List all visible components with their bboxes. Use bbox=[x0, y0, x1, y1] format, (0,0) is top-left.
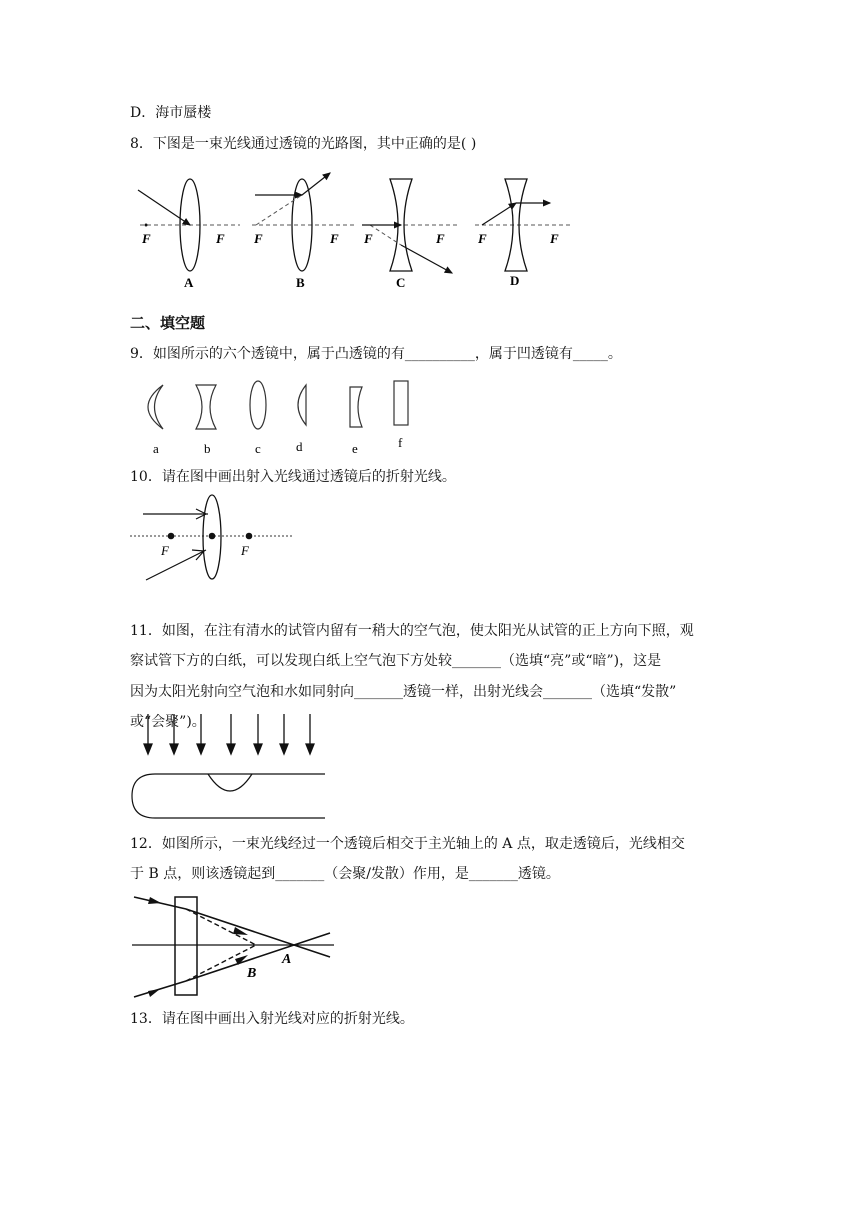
q8-c-focus-left: F bbox=[364, 231, 373, 246]
q8-a-focus-left: F bbox=[142, 231, 151, 246]
q10-focus-right: F bbox=[241, 543, 249, 558]
q8-diagram-d bbox=[475, 179, 570, 288]
q9-label-d: d bbox=[296, 439, 303, 454]
q9-figure bbox=[128, 375, 428, 460]
q8-stem: 8．下图是一束光线通过透镜的光路图，其中正确的是( ) bbox=[130, 136, 477, 152]
q8-c-focus-right: F bbox=[436, 231, 445, 246]
q12-line2: 于 B 点，则该透镜起到_______（会聚/发散）作用，是_______透镜。 bbox=[130, 866, 560, 882]
q9-stem: 9．如图所示的六个透镜中，属于凸透镜的有__________，属于凹透镜有_____。 bbox=[130, 346, 622, 362]
q12-figure bbox=[130, 893, 340, 1003]
q8-diagram-c bbox=[362, 179, 460, 290]
q11-figure bbox=[130, 712, 330, 822]
q10-stem: 10．请在图中画出射入光线通过透镜后的折射光线。 bbox=[130, 469, 456, 485]
q12-line1: 12．如图所示，一束光线经过一个透镜后相交于主光轴上的 A 点，取走透镜后，光线相交 bbox=[130, 836, 685, 852]
q9-label-a: a bbox=[153, 441, 159, 456]
q9-label-f: f bbox=[398, 435, 403, 450]
q8-a-focus-right: F bbox=[216, 231, 225, 246]
q12-label-b: B bbox=[247, 966, 257, 981]
q8-figure bbox=[130, 165, 580, 290]
q8-d-focus-left: F bbox=[478, 231, 487, 246]
q8-option-a-label: A bbox=[184, 275, 194, 290]
q9-label-c: c bbox=[255, 441, 261, 456]
q8-option-b-label: B bbox=[296, 275, 305, 290]
q10-figure bbox=[128, 494, 298, 584]
q9-label-e: e bbox=[352, 441, 358, 456]
section-title: 二、填空题 bbox=[130, 314, 206, 332]
q8-option-c-label: C bbox=[396, 275, 406, 290]
q7-option-d: D．海市蜃楼 bbox=[130, 105, 212, 121]
q13-stem: 13．请在图中画出入射光线对应的折射光线。 bbox=[130, 1011, 414, 1027]
q11-line3: 因为太阳光射向空气泡和水如同射向_______透镜一样，出射光线会_______（选填“发散” bbox=[130, 684, 677, 700]
q10-focus-left: F bbox=[161, 543, 169, 558]
q8-option-d-label: D bbox=[510, 273, 520, 288]
q11-line1: 11．如图，在注有清水的试管内留有一稍大的空气泡，使太阳光从试管的正上方向下照，观 bbox=[130, 623, 694, 639]
q8-diagram-b bbox=[252, 173, 355, 290]
q8-diagram-a bbox=[138, 179, 240, 290]
q8-b-focus-left: F bbox=[254, 231, 263, 246]
q8-d-focus-right: F bbox=[550, 231, 559, 246]
q9-label-b: b bbox=[204, 441, 211, 456]
q11-line4: 或“会聚”)。 bbox=[130, 714, 206, 730]
q11-line2: 察试管下方的白纸，可以发现白纸上空气泡下方处较_______（选填“亮”或“暗”)，这是 bbox=[130, 653, 662, 669]
q8-b-focus-right: F bbox=[330, 231, 339, 246]
q12-label-a: A bbox=[282, 952, 292, 967]
